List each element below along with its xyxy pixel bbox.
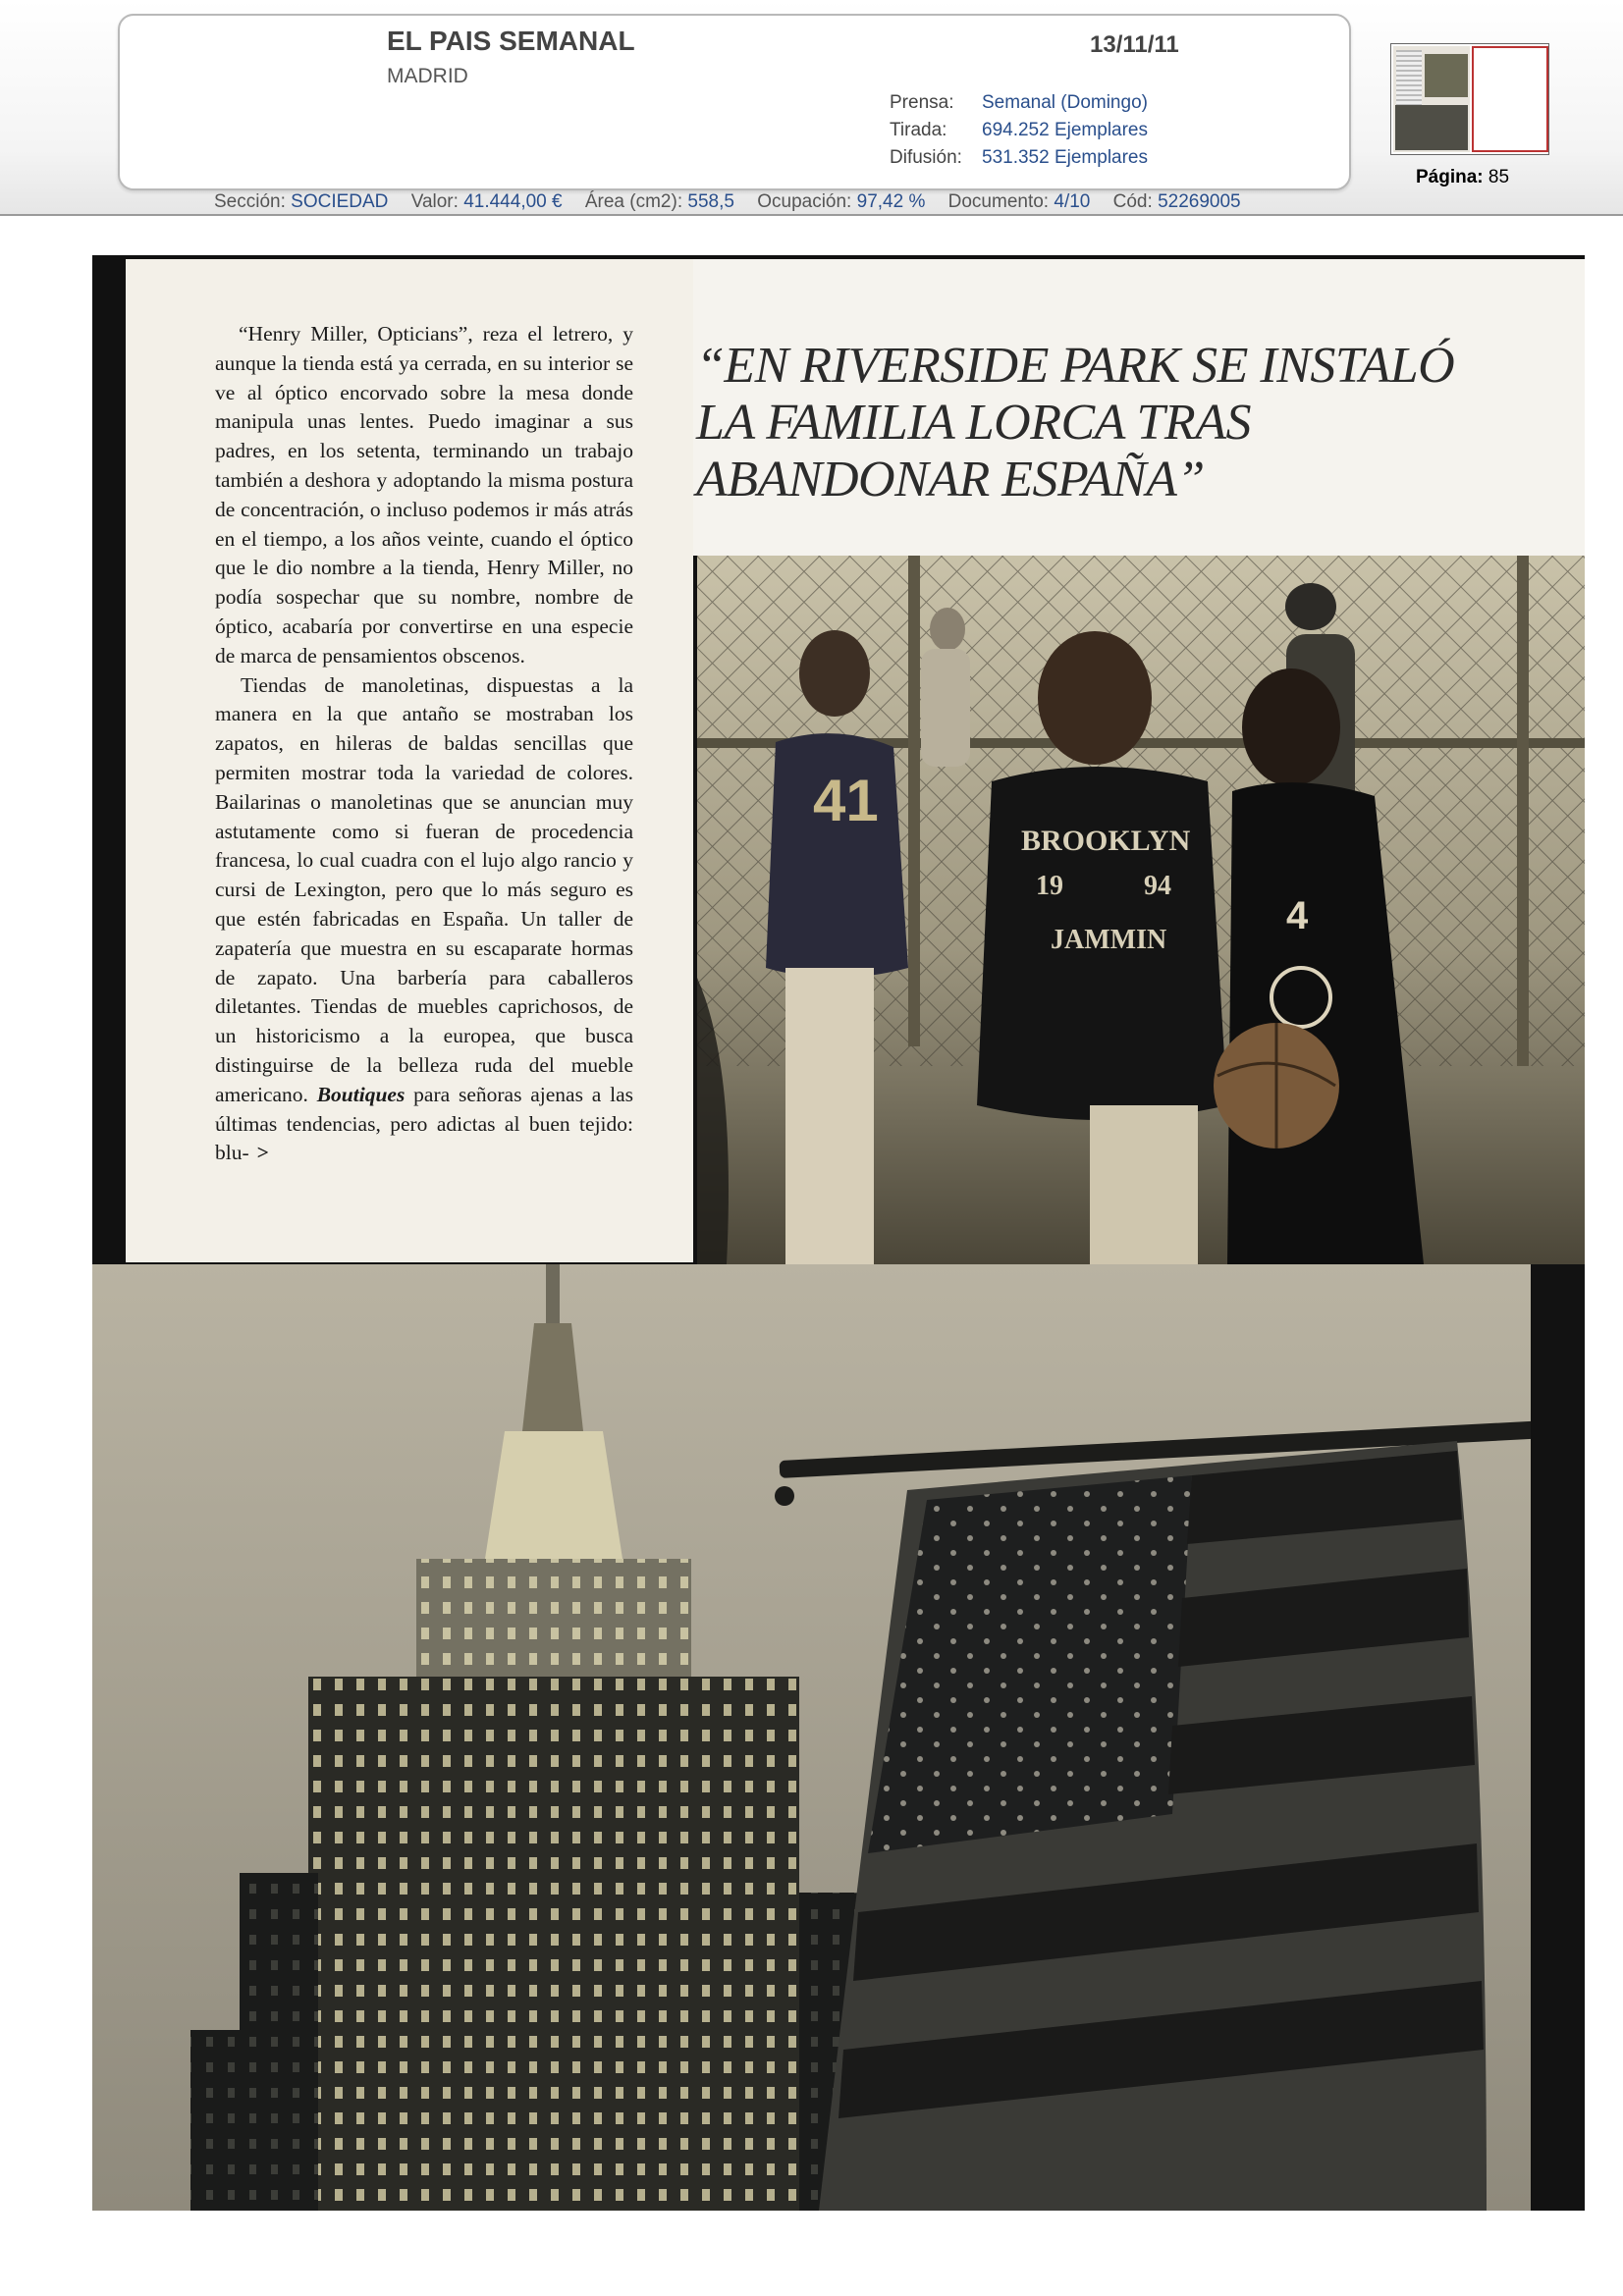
- document-label: Documento:: [947, 191, 1050, 212]
- paragraph-text: Tiendas de manoletinas, dispuestas a la manera en la que antaño se mostraban los zapatos, en hileras de baldas sencillas que permiten mostrar toda la variedad de colores. Bailarinas o manoletinas que se anuncian muy astutamente como si fueran de procedencia francesa, lo cual cuadra con el lujo algo rancio y cursi de Lexington, pero que lo más seguro es que estén fabricadas en España. Un taller de zapatería que muestra en su escaparate hormas de zapato. Una barbería para caballeros diletantes. Tiendas de muebles caprichosos, de un historicismo a la europea, que busca distinguirse de la belleza ruda del mueble americano.: [215, 672, 633, 1106]
- paragraph-text: para señoras ajenas a las últimas tendencias, pero adictas al buen tejido: blu-: [215, 1082, 634, 1165]
- occupation-value: 97,42 %: [856, 191, 926, 212]
- shirt-text: 94: [1144, 871, 1171, 901]
- detail-value: Semanal (Domingo): [982, 92, 1148, 113]
- detail-row-prensa: [890, 92, 1148, 114]
- detail-label: Difusión:: [890, 147, 962, 168]
- publication-date: 13/11/11: [1090, 31, 1179, 58]
- page-number: 85: [1488, 167, 1510, 187]
- shirt-text: JAMMIN: [1051, 925, 1167, 955]
- riverside-park-photo: [697, 556, 1585, 1264]
- detail-row-tirada: [890, 120, 1148, 141]
- detail-label: Tirada:: [890, 120, 947, 140]
- article-paragraph: [215, 671, 633, 1169]
- metadata-line: [214, 191, 1259, 213]
- jersey-number: 4: [1286, 894, 1309, 937]
- code-label: Cód:: [1112, 191, 1153, 212]
- page-indicator: [1416, 167, 1509, 188]
- pull-quote-headline: “EN RIVERSIDE PARK SE INSTALÓ LA FAMILIA LORCA TRAS ABANDONAR ESPAÑA”: [696, 338, 1455, 507]
- thumbnail-photo: [1395, 105, 1468, 150]
- area-value: 558,5: [687, 191, 734, 212]
- document-header: [0, 0, 1623, 216]
- page-thumbnail[interactable]: [1390, 43, 1549, 155]
- page-label: Página:: [1416, 167, 1484, 187]
- empire-state-flag-photo: [92, 1264, 1585, 2211]
- section-label: Sección:: [214, 191, 286, 212]
- detail-label: Prensa:: [890, 92, 954, 113]
- thumbnail-photo: [1425, 54, 1468, 97]
- article-paragraph: “Henry Miller, Opticians”, reza el letrero, y aunque la tienda está ya cerrada, en su interior se ve al óptico encorvado sobre la mesa donde manipula unas lentes. Puedo imaginar a sus padres, en los setenta, terminando un trabajo también a deshora y adoptando la misma postura de concentración, o incluso podemos ir más atrás en el tiempo, a los años veinte, cuando el óptico que le dio nombre a la tienda, Henry Miller, no podía sospechar que su nombre, nombre de óptico, acabaría por convertirse en una especie de marca de pensamientos obscenos.: [215, 322, 633, 667]
- area-label: Área (cm2):: [584, 191, 683, 212]
- document-value: 4/10: [1054, 191, 1091, 212]
- scanned-article-page: [92, 255, 1585, 2211]
- detail-row-difusion: [890, 147, 1148, 169]
- detail-value: 531.352 Ejemplares: [982, 147, 1148, 168]
- jersey-number: 41: [813, 768, 879, 833]
- paragraph-emphasis: Boutiques: [316, 1082, 406, 1106]
- thumbnail-right-page-selected: [1472, 46, 1548, 152]
- thumbnail-left-page: [1393, 46, 1470, 152]
- publication-city: MADRID: [387, 65, 468, 87]
- code-value: 52269005: [1158, 191, 1241, 212]
- occupation-label: Ocupación:: [757, 191, 852, 212]
- article-body: [215, 320, 633, 1168]
- value-label: Valor:: [410, 191, 459, 212]
- continue-arrow: >: [256, 1141, 269, 1165]
- shirt-text: 19: [1036, 871, 1063, 901]
- section-value: SOCIEDAD: [291, 191, 389, 212]
- value-amount: 41.444,00 €: [463, 191, 563, 212]
- publication-name: EL PAIS SEMANAL: [387, 26, 635, 56]
- shirt-text: BROOKLYN: [1021, 825, 1191, 857]
- detail-value: 694.252 Ejemplares: [982, 120, 1148, 140]
